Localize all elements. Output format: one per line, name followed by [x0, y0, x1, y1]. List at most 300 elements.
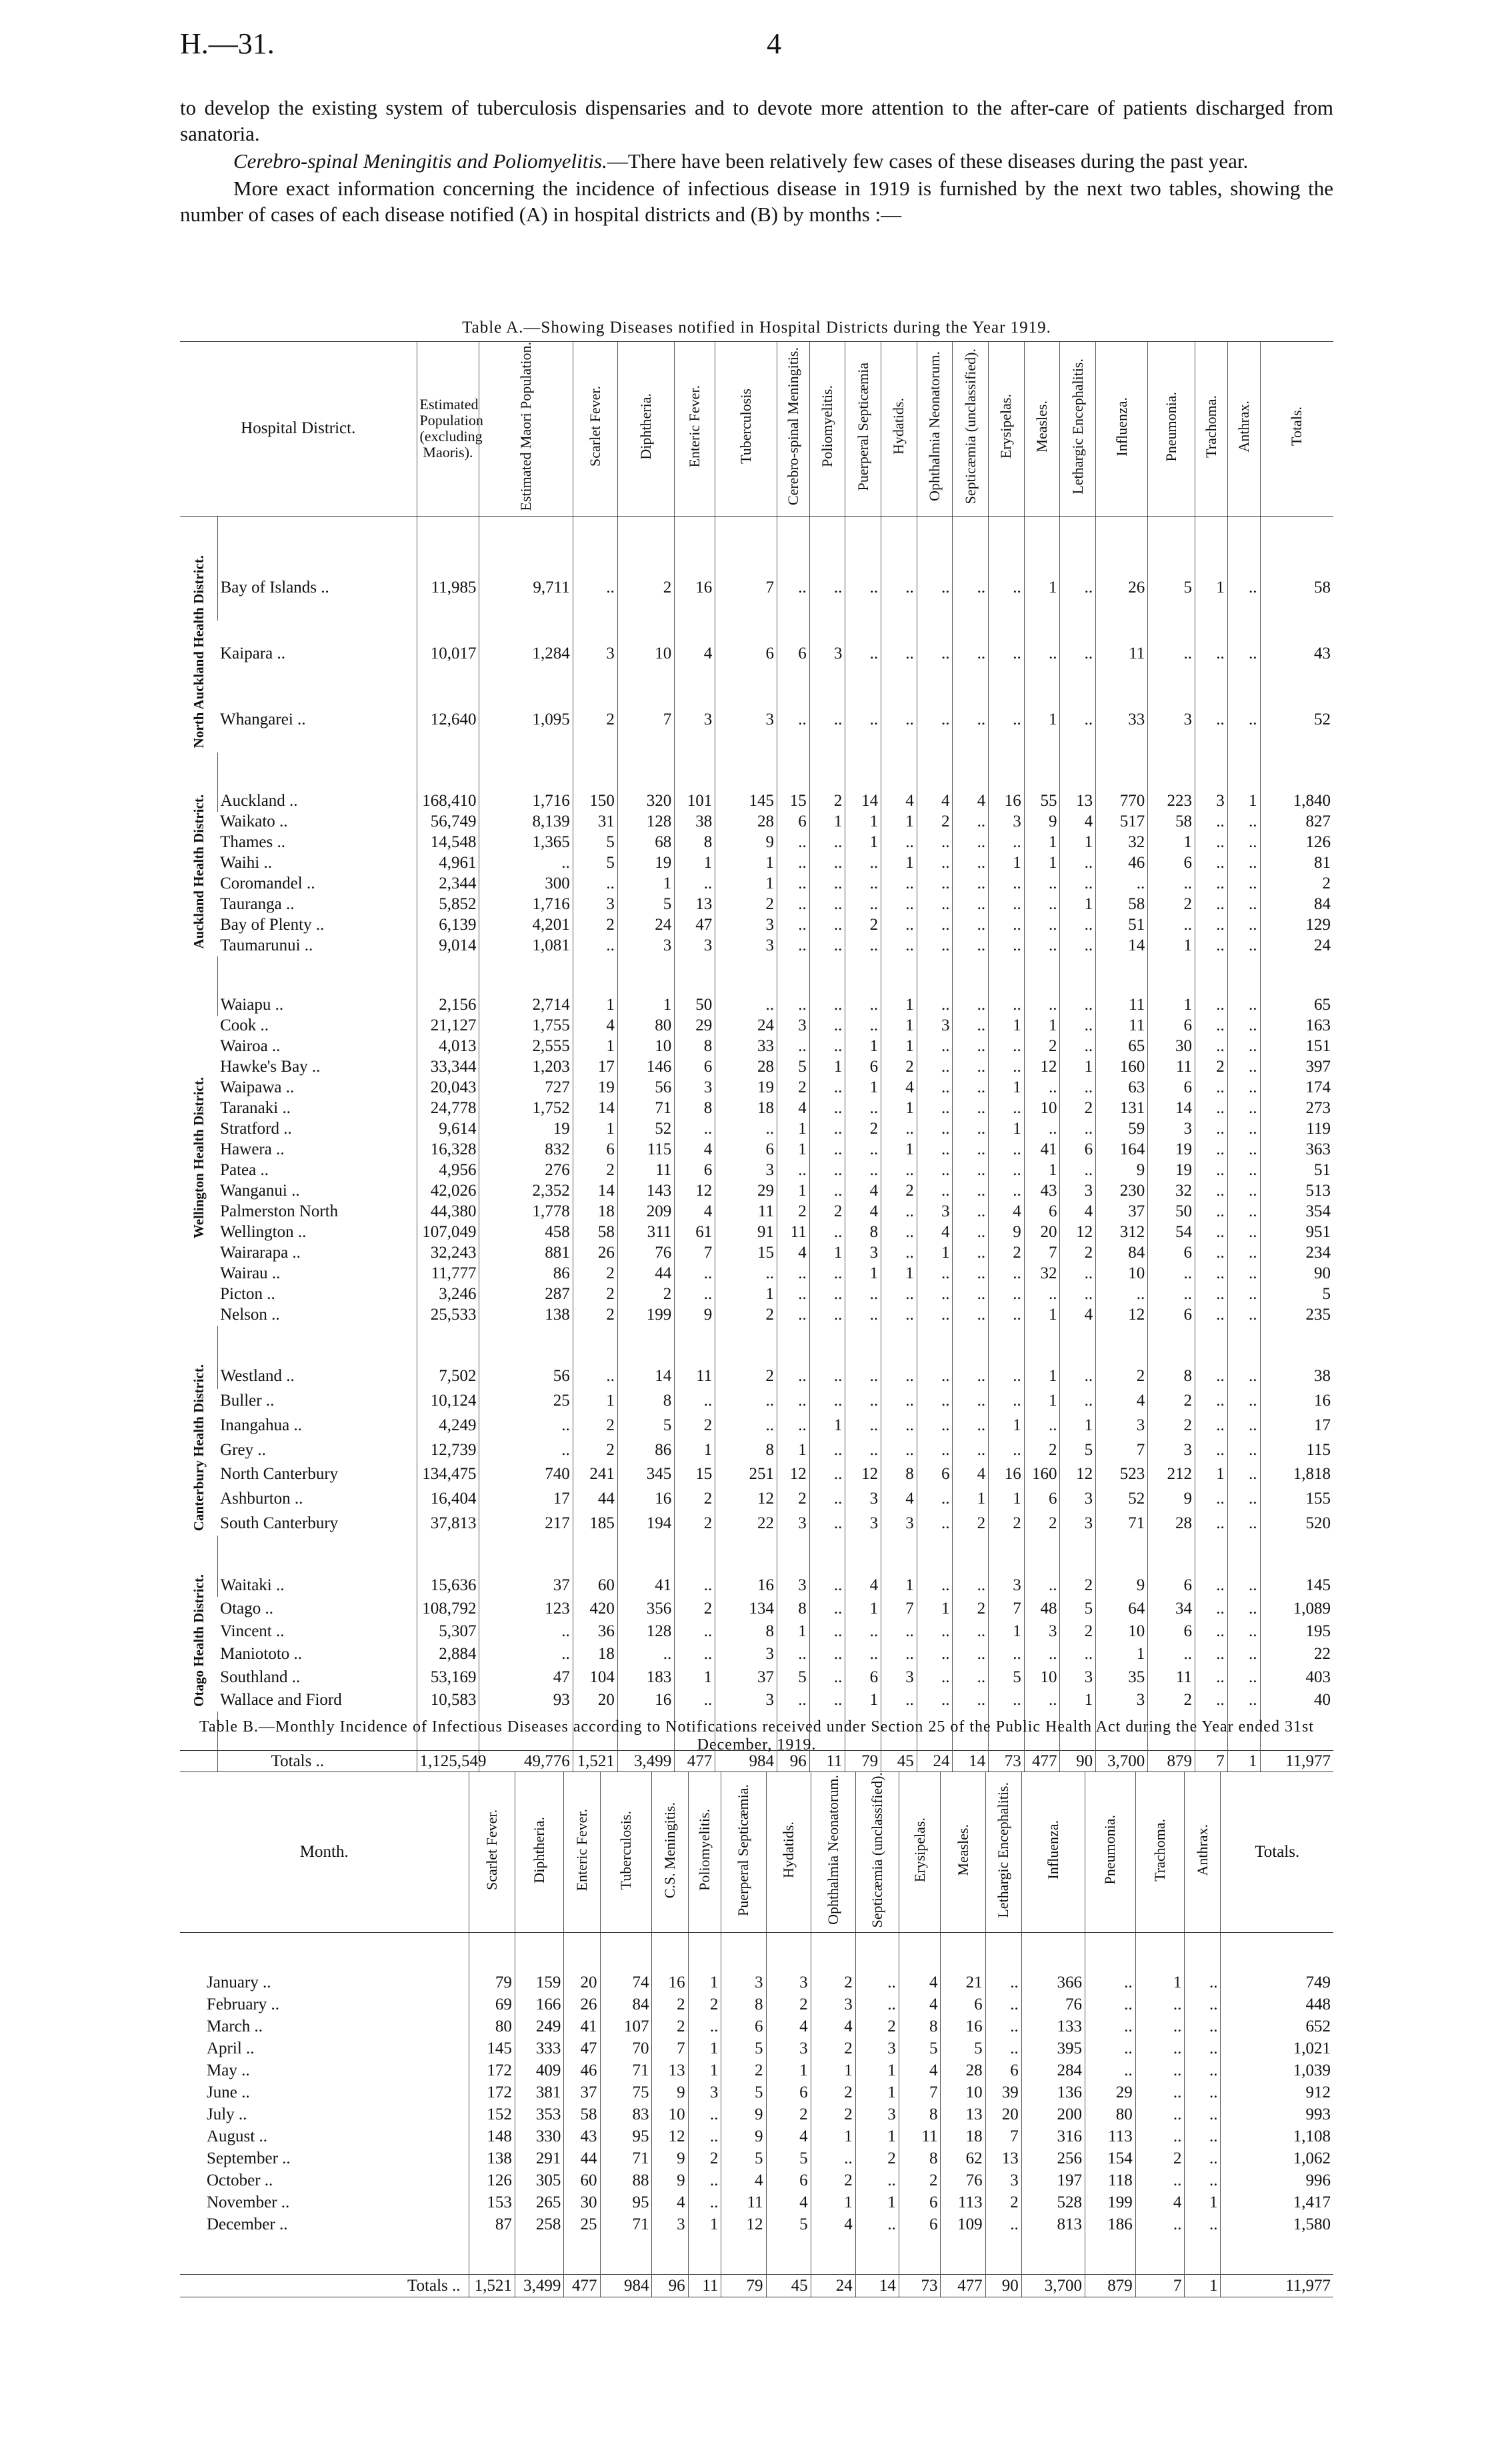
cell-value: ..: [809, 1160, 845, 1181]
spacer-cell: [675, 1536, 715, 1574]
cell-value: 64: [1096, 1597, 1148, 1620]
cell-value: 16: [617, 1487, 674, 1512]
cell-value: 5: [766, 2213, 811, 2235]
cell-value: ..: [1148, 620, 1195, 686]
cell-value: 3: [855, 2037, 899, 2059]
spacer-cell: [953, 1326, 989, 1364]
table-a-caption: Table A.—Showing Diseases notified in Hospital Districts during the Year 1919.: [462, 319, 1051, 337]
cell-value: ..: [809, 1597, 845, 1620]
header-text: Erysipelas.: [997, 394, 1015, 459]
cell-value: ..: [1195, 853, 1227, 874]
cell-value: ..: [881, 1689, 917, 1712]
total-value: 3,499: [515, 2275, 564, 2297]
cell-value: ..: [1060, 1119, 1096, 1140]
cell-value: ..: [688, 2015, 721, 2037]
cell-value: ..: [989, 936, 1025, 956]
cell-value: 18: [573, 1202, 617, 1222]
table-row: [180, 2059, 1333, 2081]
cell-value: 199: [1085, 2191, 1135, 2213]
spacer-cell: [715, 1326, 777, 1364]
cell-value: 2: [652, 1993, 688, 2015]
cell-value: ..: [953, 1202, 989, 1222]
spacer-cell: [1195, 1536, 1227, 1574]
table-row: [180, 2037, 1333, 2059]
cell-value: 25: [479, 1389, 573, 1414]
total-value: 24: [811, 2275, 855, 2297]
cell-value: ..: [1227, 894, 1260, 915]
cell-value: ..: [1195, 874, 1227, 894]
cell-value: ..: [1060, 1078, 1096, 1098]
cell-value: 5: [777, 1666, 809, 1688]
cell-value: ..: [917, 1284, 953, 1305]
cell-value: 1,089: [1260, 1597, 1333, 1620]
cell-value: ..: [989, 555, 1025, 621]
total-value: 79: [845, 1751, 881, 1772]
cell-value: 3: [989, 1574, 1025, 1597]
table-row: [180, 1160, 1333, 1181]
cell-value: 43: [1024, 1181, 1060, 1202]
hospital-district-name: Cook ..: [220, 1016, 269, 1035]
cell-value: 2: [811, 2037, 855, 2059]
hospital-district-name: Hawera ..: [220, 1140, 285, 1159]
cell-value: 3,246: [417, 1284, 479, 1305]
table-b-header-column: [766, 1772, 811, 1933]
cell-value: ..: [1195, 1181, 1227, 1202]
health-district-name: Canterbury Health District.: [190, 1364, 207, 1532]
cell-value: ..: [845, 1140, 881, 1160]
table-row: [180, 1140, 1333, 1160]
cell-value: 29: [675, 1016, 715, 1036]
cell-value: 2: [845, 915, 881, 936]
cell-value: 2: [721, 2059, 766, 2081]
table-row: [180, 1462, 1333, 1487]
cell-value: 54: [1148, 1222, 1195, 1243]
cell-value: 5: [1260, 1284, 1333, 1305]
spacer-cell: [777, 956, 809, 995]
cell-value: 155: [1260, 1487, 1333, 1512]
cell-value: 11: [1096, 620, 1148, 686]
cell-value: 50: [675, 995, 715, 1016]
cell-value: 6: [917, 1462, 953, 1487]
cell-value: 397: [1260, 1057, 1333, 1078]
cell-value: ..: [953, 853, 989, 874]
cell-value: 19: [573, 1078, 617, 1098]
spacer-cell: [721, 2235, 766, 2275]
cell-value: 2: [855, 2147, 899, 2169]
cell-value: ..: [989, 1036, 1025, 1057]
cell-value: 22: [715, 1511, 777, 1536]
cell-value: 4: [1060, 1202, 1096, 1222]
cell-value: 251: [715, 1462, 777, 1487]
cell-value: ..: [1227, 1284, 1260, 1305]
spacer-cell: [469, 2235, 515, 2275]
cell-value: 24: [1260, 936, 1333, 956]
cell-value: ..: [953, 1264, 989, 1284]
total-value: 7: [1135, 2275, 1185, 2297]
cell-value: 20,043: [417, 1078, 479, 1098]
cell-value: 230: [1096, 1181, 1148, 1202]
month-name: November ..: [207, 2193, 290, 2211]
cell-value: 6: [845, 1057, 881, 1078]
cell-value: 3: [617, 936, 674, 956]
cell-value: 1,203: [479, 1057, 573, 1078]
table-row: [180, 1036, 1333, 1057]
cell-value: ..: [688, 2169, 721, 2191]
cell-value: ..: [917, 874, 953, 894]
table-a-header-column: [573, 342, 617, 517]
cell-value: ..: [1195, 1305, 1227, 1326]
cell-value: 1: [917, 1597, 953, 1620]
cell-value: 1,716: [479, 791, 573, 812]
cell-value: ..: [953, 936, 989, 956]
spacer-cell: [180, 752, 217, 791]
cell-value: 9: [652, 2147, 688, 2169]
paragraph-2: [180, 148, 1333, 174]
cell-value: 2: [811, 2169, 855, 2191]
header-text: Enteric Fever.: [573, 1808, 590, 1891]
spacer-cell: [180, 1933, 469, 1972]
cell-value: 1: [1024, 1016, 1060, 1036]
cell-value: 1: [989, 1620, 1025, 1643]
cell-value: 26: [573, 1243, 617, 1264]
header-text: Septicæmia (unclassified).: [868, 1772, 885, 1928]
month-name: August ..: [207, 2127, 267, 2145]
cell-value: 523: [1096, 1462, 1148, 1487]
cell-value: 1,021: [1221, 2037, 1333, 2059]
cell-value: 291: [515, 2147, 564, 2169]
cell-value: 126: [1260, 832, 1333, 853]
cell-value: ..: [1148, 915, 1195, 936]
table-row: [180, 2103, 1333, 2125]
cell-value: ..: [1060, 1364, 1096, 1389]
cell-value: ..: [953, 1284, 989, 1305]
cell-value: ..: [989, 1438, 1025, 1462]
cell-value: 1: [675, 1438, 715, 1462]
cell-value: 2: [1148, 894, 1195, 915]
table-b-totals-row: [180, 2275, 1333, 2297]
cell-value: 80: [617, 1016, 674, 1036]
spacer-cell: [1260, 752, 1333, 791]
cell-value: 172: [469, 2059, 515, 2081]
cell-value: 159: [515, 1971, 564, 1993]
header-text: Month.: [299, 1843, 349, 1861]
cell-value: 6: [845, 1666, 881, 1688]
cell-value: 10,583: [417, 1689, 479, 1712]
cell-value: 6: [1148, 1305, 1195, 1326]
spacer-cell: [1024, 956, 1060, 995]
cell-value: 1: [809, 1413, 845, 1438]
cell-value: 164: [1096, 1140, 1148, 1160]
cell-value: 3: [777, 1511, 809, 1536]
cell-value: ..: [573, 874, 617, 894]
table-b-header-column: [1185, 1772, 1221, 1933]
cell-value: 44: [573, 1487, 617, 1512]
total-value: 1,125,549: [417, 1751, 479, 1772]
cell-value: 235: [1260, 1305, 1333, 1326]
cell-value: ..: [811, 2147, 855, 2169]
cell-value: 6: [1024, 1487, 1060, 1512]
cell-value: 10: [1024, 1666, 1060, 1688]
table-row: [180, 1438, 1333, 1462]
cell-value: 71: [600, 2213, 652, 2235]
cell-value: 395: [1021, 2037, 1085, 2059]
cell-value: 4: [573, 1016, 617, 1036]
spacer-cell: [217, 516, 417, 555]
cell-value: 16,328: [417, 1140, 479, 1160]
cell-value: ..: [989, 1643, 1025, 1666]
cell-value: ..: [1227, 915, 1260, 936]
cell-value: 65: [1260, 995, 1333, 1016]
cell-value: 3: [881, 1666, 917, 1688]
cell-value: 2: [573, 1305, 617, 1326]
cell-value: 345: [617, 1462, 674, 1487]
cell-value: 1: [917, 1243, 953, 1264]
cell-value: 1,417: [1221, 2191, 1333, 2213]
cell-value: ..: [1227, 995, 1260, 1016]
cell-value: 17: [573, 1057, 617, 1078]
cell-value: 69: [469, 1993, 515, 2015]
cell-value: 80: [469, 2015, 515, 2037]
hospital-district-name: Waiapu ..: [217, 995, 417, 1016]
cell-value: ..: [985, 1971, 1021, 1993]
spacer-cell: [809, 1326, 845, 1364]
spacer-cell: [1060, 516, 1096, 555]
total-value: 879: [1148, 1751, 1195, 1772]
cell-value: 32,243: [417, 1243, 479, 1264]
spacer-cell: [777, 1536, 809, 1574]
cell-value: 409: [515, 2059, 564, 2081]
cell-value: 16: [715, 1574, 777, 1597]
cell-value: 353: [515, 2103, 564, 2125]
cell-value: ..: [777, 1264, 809, 1284]
hospital-district-name: Palmerston North: [220, 1202, 339, 1221]
cell-value: 458: [479, 1222, 573, 1243]
cell-value: 6: [573, 1140, 617, 1160]
cell-value: 1: [777, 1140, 809, 1160]
cell-value: 7: [1024, 1243, 1060, 1264]
cell-value: ..: [715, 995, 777, 1016]
spacer-cell: [941, 1933, 985, 1972]
cell-value: 14: [845, 791, 881, 812]
cell-value: 7,502: [417, 1364, 479, 1389]
cell-value: 311: [617, 1222, 674, 1243]
cell-value: ..: [1227, 874, 1260, 894]
cell-value: 163: [1260, 1016, 1333, 1036]
cell-value: 1: [675, 853, 715, 874]
cell-value: 1: [989, 1487, 1025, 1512]
cell-value: 38: [675, 812, 715, 832]
spacer-cell: [917, 1326, 953, 1364]
cell-value: 36: [573, 1620, 617, 1643]
spacer-cell: [1195, 1326, 1227, 1364]
cell-value: ..: [1195, 1119, 1227, 1140]
header-text: Pneumonia.: [1101, 1815, 1119, 1885]
cell-value: 10,017: [417, 620, 479, 686]
cell-value: 87: [469, 2213, 515, 2235]
cell-value: ..: [917, 1689, 953, 1712]
cell-value: 1,778: [479, 1202, 573, 1222]
cell-value: 6: [777, 812, 809, 832]
cell-value: 5,852: [417, 894, 479, 915]
cell-value: 1: [777, 1620, 809, 1643]
spacer-cell: [881, 1536, 917, 1574]
cell-value: 70: [600, 2037, 652, 2059]
cell-value: ..: [917, 1057, 953, 1078]
cell-value: ..: [855, 1993, 899, 2015]
cell-value: ..: [845, 1620, 881, 1643]
cell-value: ..: [845, 1016, 881, 1036]
cell-value: 1: [1060, 894, 1096, 915]
cell-value: 2: [715, 1305, 777, 1326]
spacer-cell: [809, 956, 845, 995]
spacer-cell: [688, 2235, 721, 2275]
cell-value: 79: [469, 1971, 515, 1993]
cell-value: 9: [1096, 1160, 1148, 1181]
cell-value: ..: [1227, 1413, 1260, 1438]
cell-value: 41: [1024, 1140, 1060, 1160]
cell-value: 32: [1096, 832, 1148, 853]
cell-value: 5: [573, 853, 617, 874]
hospital-district-name: Patea ..: [220, 1161, 269, 1180]
cell-value: ..: [1060, 1264, 1096, 1284]
cell-value: 1,108: [1221, 2125, 1333, 2147]
cell-value: 305: [515, 2169, 564, 2191]
spacer-cell: [1185, 1933, 1221, 1972]
spacer-cell: [417, 1536, 479, 1574]
cell-value: ..: [809, 1016, 845, 1036]
cell-value: 1: [688, 2059, 721, 2081]
hospital-district-name: Vincent ..: [220, 1622, 285, 1640]
table-row: [180, 936, 1333, 956]
cell-value: 420: [573, 1597, 617, 1620]
cell-value: 1: [989, 1078, 1025, 1098]
cell-value: 11: [675, 1364, 715, 1389]
cell-value: 20: [564, 1971, 600, 1993]
cell-value: 2: [573, 1160, 617, 1181]
cell-value: ..: [989, 1057, 1025, 1078]
cell-value: ..: [1148, 1643, 1195, 1666]
cell-value: 8: [1148, 1364, 1195, 1389]
cell-value: 6: [715, 1140, 777, 1160]
cell-value: ..: [1185, 2169, 1221, 2191]
cell-value: 126: [469, 2169, 515, 2191]
cell-value: 356: [617, 1597, 674, 1620]
cell-value: ..: [1227, 853, 1260, 874]
cell-value: ..: [809, 853, 845, 874]
cell-value: ..: [845, 1438, 881, 1462]
table-row: [180, 620, 1333, 686]
cell-value: 4: [917, 1222, 953, 1243]
cell-value: 31: [573, 812, 617, 832]
cell-value: 1: [1135, 1971, 1185, 1993]
cell-value: 6: [1024, 1202, 1060, 1222]
cell-value: 265: [515, 2191, 564, 2213]
cell-value: 133: [1021, 2015, 1085, 2037]
cell-value: 881: [479, 1243, 573, 1264]
cell-value: ..: [989, 915, 1025, 936]
cell-value: ..: [881, 832, 917, 853]
cell-value: ..: [953, 1666, 989, 1688]
cell-value: 1: [1185, 2191, 1221, 2213]
cell-value: 1: [809, 1243, 845, 1264]
cell-value: 1: [845, 832, 881, 853]
table-row: [180, 1487, 1333, 1512]
cell-value: 8,139: [479, 812, 573, 832]
cell-value: 80: [1085, 2103, 1135, 2125]
cell-value: 2: [1024, 1511, 1060, 1536]
cell-value: ..: [1195, 995, 1227, 1016]
cell-value: 10: [652, 2103, 688, 2125]
cell-value: ..: [715, 1389, 777, 1414]
cell-value: ..: [953, 1098, 989, 1119]
table-a-header-column: [809, 342, 845, 517]
cell-value: 11: [721, 2191, 766, 2213]
cell-value: ..: [1227, 1574, 1260, 1597]
cell-value: ..: [1195, 1222, 1227, 1243]
cell-value: ..: [917, 1078, 953, 1098]
cell-value: ..: [809, 1666, 845, 1688]
cell-value: ..: [1227, 1264, 1260, 1284]
cell-value: 28: [715, 1057, 777, 1078]
health-district-name: Otago Health District.: [190, 1574, 207, 1708]
cell-value: ..: [1185, 2103, 1221, 2125]
cell-value: 2: [811, 2081, 855, 2103]
total-value: 14: [855, 2275, 899, 2297]
cell-value: ..: [809, 874, 845, 894]
cell-value: 1: [881, 1016, 917, 1036]
cell-value: ..: [953, 1160, 989, 1181]
cell-value: 76: [617, 1243, 674, 1264]
table-row: [180, 832, 1333, 853]
cell-value: ..: [777, 853, 809, 874]
month-name: December ..: [207, 2215, 288, 2233]
cell-value: 12: [652, 2125, 688, 2147]
cell-value: ..: [1085, 2037, 1135, 2059]
cell-value: 8: [715, 1620, 777, 1643]
cell-value: 60: [564, 2169, 600, 2191]
cell-value: 1: [881, 1140, 917, 1160]
table-row: [180, 995, 1333, 1016]
table-row: [180, 1620, 1333, 1643]
cell-value: ..: [1024, 1119, 1060, 1140]
cell-value: 2,352: [479, 1181, 573, 1202]
table-a-header-hospital-district: [180, 342, 417, 517]
cell-value: ..: [1227, 832, 1260, 853]
cell-value: 6: [1148, 853, 1195, 874]
spacer-cell: [953, 956, 989, 995]
cell-value: 24,778: [417, 1098, 479, 1119]
cell-value: ..: [881, 1413, 917, 1438]
cell-value: ..: [953, 1643, 989, 1666]
cell-value: ..: [917, 1511, 953, 1536]
hospital-district-name: Buller ..: [220, 1392, 275, 1410]
cell-value: 40: [1260, 1689, 1333, 1712]
cell-value: ..: [953, 1438, 989, 1462]
cell-value: ..: [1060, 1036, 1096, 1057]
cell-value: 90: [1260, 1264, 1333, 1284]
cell-value: 1: [1060, 1689, 1096, 1712]
cell-value: 166: [515, 1993, 564, 2015]
total-value: 477: [941, 2275, 985, 2297]
cell-value: 148: [469, 2125, 515, 2147]
cell-value: ..: [809, 915, 845, 936]
cell-value: 71: [600, 2059, 652, 2081]
cell-value: 11: [1148, 1057, 1195, 1078]
cell-value: 4,956: [417, 1160, 479, 1181]
hospital-district-name: Kaipara ..: [220, 644, 285, 662]
cell-value: ..: [881, 1119, 917, 1140]
spacer-cell: [180, 956, 217, 995]
